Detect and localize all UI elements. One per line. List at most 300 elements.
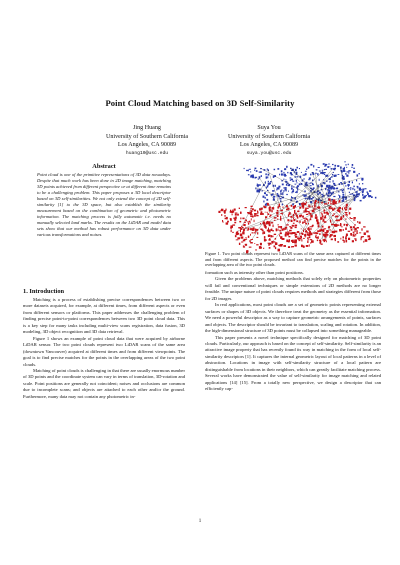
red-point bbox=[279, 204, 280, 205]
red-point bbox=[289, 230, 292, 232]
red-point bbox=[323, 229, 324, 231]
red-point bbox=[307, 237, 308, 239]
blue-point bbox=[338, 174, 340, 175]
red-point bbox=[234, 222, 236, 224]
blue-point bbox=[354, 189, 355, 191]
blue-point bbox=[333, 196, 335, 197]
red-point bbox=[307, 208, 309, 209]
red-point bbox=[271, 241, 274, 243]
blue-point bbox=[310, 164, 312, 166]
red-point bbox=[332, 203, 334, 205]
blue-point bbox=[268, 181, 269, 182]
red-point bbox=[351, 234, 352, 236]
red-point bbox=[286, 209, 288, 211]
red-point bbox=[302, 222, 303, 224]
red-point bbox=[302, 205, 305, 208]
blue-point bbox=[329, 166, 330, 167]
red-point bbox=[218, 211, 220, 213]
red-point bbox=[319, 233, 321, 235]
blue-point bbox=[342, 200, 343, 202]
red-point bbox=[345, 238, 347, 240]
red-point bbox=[357, 221, 358, 223]
red-point bbox=[299, 238, 301, 240]
red-point bbox=[224, 215, 225, 217]
red-point bbox=[224, 210, 226, 211]
blue-point bbox=[342, 192, 344, 193]
blue-point bbox=[346, 175, 348, 177]
red-point bbox=[301, 239, 302, 241]
red-point bbox=[230, 218, 232, 220]
red-point bbox=[324, 203, 327, 204]
red-point bbox=[328, 227, 330, 229]
red-point bbox=[317, 230, 319, 232]
red-point bbox=[315, 236, 316, 238]
red-point bbox=[249, 240, 250, 242]
red-point bbox=[239, 221, 241, 223]
blue-point bbox=[287, 183, 289, 184]
red-point bbox=[302, 233, 304, 235]
blue-point bbox=[317, 173, 318, 175]
red-point bbox=[359, 222, 361, 224]
blue-point bbox=[322, 170, 323, 172]
blue-point bbox=[350, 189, 351, 190]
red-point bbox=[330, 229, 331, 231]
red-point bbox=[241, 242, 243, 243]
red-point bbox=[269, 224, 271, 227]
red-point bbox=[331, 239, 333, 240]
red-point bbox=[328, 198, 330, 201]
red-point bbox=[346, 224, 348, 226]
red-point bbox=[264, 236, 266, 239]
blue-point bbox=[326, 185, 328, 187]
blue-point bbox=[346, 171, 348, 172]
red-point bbox=[241, 226, 243, 227]
red-point bbox=[278, 226, 281, 228]
blue-point bbox=[268, 174, 269, 176]
red-point bbox=[227, 221, 229, 223]
blue-point bbox=[348, 186, 349, 187]
red-point bbox=[309, 231, 311, 234]
red-point bbox=[308, 227, 310, 229]
red-point bbox=[330, 220, 331, 222]
red-point bbox=[342, 240, 344, 242]
red-point bbox=[257, 232, 258, 234]
red-point bbox=[334, 213, 335, 215]
red-point bbox=[303, 246, 305, 248]
blue-point bbox=[333, 172, 334, 173]
red-point bbox=[275, 243, 276, 244]
blue-point bbox=[284, 187, 285, 188]
red-point bbox=[308, 205, 309, 208]
red-point bbox=[355, 230, 356, 232]
red-point bbox=[235, 235, 237, 237]
red-point bbox=[287, 232, 290, 233]
red-point bbox=[242, 218, 244, 220]
red-point bbox=[289, 212, 291, 215]
red-point bbox=[283, 207, 284, 209]
blue-point bbox=[347, 184, 349, 186]
blue-point bbox=[313, 165, 314, 167]
red-point bbox=[293, 225, 294, 226]
red-point bbox=[340, 218, 342, 221]
blue-point bbox=[282, 192, 283, 193]
red-point bbox=[260, 229, 262, 231]
red-point bbox=[325, 234, 327, 236]
blue-point bbox=[244, 168, 245, 169]
blue-point bbox=[246, 170, 248, 171]
red-point bbox=[326, 212, 328, 214]
red-point bbox=[276, 229, 278, 232]
blue-point bbox=[308, 179, 310, 180]
red-point bbox=[361, 238, 362, 240]
red-point bbox=[291, 220, 293, 222]
blue-point bbox=[369, 190, 371, 192]
red-point bbox=[309, 244, 310, 246]
red-point bbox=[304, 234, 305, 236]
red-point bbox=[318, 206, 320, 208]
author-email[interactable]: huang10@usc.edu bbox=[125, 150, 169, 156]
red-point bbox=[285, 228, 287, 230]
red-point bbox=[277, 224, 279, 225]
blue-point bbox=[263, 201, 264, 203]
red-point bbox=[301, 204, 303, 205]
red-point bbox=[269, 247, 271, 249]
red-point bbox=[310, 218, 311, 220]
red-point bbox=[354, 235, 355, 237]
blue-point bbox=[283, 179, 284, 180]
red-point bbox=[363, 241, 364, 243]
blue-point bbox=[349, 170, 351, 171]
red-point bbox=[368, 235, 371, 237]
blue-point bbox=[323, 163, 325, 165]
blue-point bbox=[343, 168, 345, 170]
blue-point bbox=[276, 189, 277, 190]
red-point bbox=[269, 209, 271, 212]
red-point bbox=[250, 239, 253, 240]
blue-point bbox=[288, 191, 289, 192]
red-point bbox=[250, 222, 251, 223]
red-point bbox=[286, 224, 289, 225]
red-point bbox=[250, 242, 253, 244]
author-name: Suya You bbox=[257, 125, 281, 131]
blue-point bbox=[356, 180, 357, 182]
blue-point bbox=[296, 180, 297, 182]
red-point bbox=[274, 245, 276, 247]
red-point bbox=[303, 230, 304, 232]
blue-point bbox=[363, 196, 365, 197]
blue-point bbox=[295, 169, 297, 171]
red-point bbox=[274, 217, 276, 218]
blue-point bbox=[344, 181, 345, 182]
blue-point bbox=[305, 195, 307, 197]
blue-point bbox=[353, 171, 355, 173]
red-point bbox=[333, 235, 336, 237]
blue-point bbox=[371, 196, 373, 198]
red-point bbox=[345, 209, 347, 211]
red-point bbox=[249, 212, 252, 214]
red-point bbox=[300, 215, 302, 217]
red-point bbox=[278, 229, 279, 231]
red-point bbox=[267, 230, 270, 232]
red-point bbox=[269, 204, 270, 205]
red-point bbox=[281, 244, 283, 245]
blue-point bbox=[313, 187, 314, 189]
blue-point bbox=[304, 191, 306, 193]
blue-point bbox=[256, 170, 258, 172]
blue-point bbox=[346, 167, 347, 168]
red-point bbox=[302, 216, 304, 218]
blue-point bbox=[255, 168, 257, 170]
red-point bbox=[317, 219, 318, 220]
red-point bbox=[250, 208, 251, 209]
red-point bbox=[355, 239, 357, 241]
red-point bbox=[317, 240, 318, 242]
red-point bbox=[350, 226, 352, 228]
red-point bbox=[341, 226, 342, 227]
red-point bbox=[312, 206, 313, 207]
red-point bbox=[339, 200, 341, 203]
blue-point bbox=[291, 186, 292, 188]
red-point bbox=[293, 217, 294, 219]
blue-point bbox=[286, 184, 288, 186]
blue-point bbox=[281, 170, 283, 172]
red-point bbox=[324, 217, 327, 218]
blue-point bbox=[277, 168, 279, 170]
blue-point bbox=[375, 197, 377, 199]
blue-point bbox=[351, 167, 352, 168]
blue-point bbox=[362, 194, 363, 196]
blue-point bbox=[299, 168, 300, 169]
red-point bbox=[334, 202, 337, 204]
red-point bbox=[277, 219, 278, 220]
blue-point bbox=[257, 184, 258, 186]
blue-point bbox=[277, 188, 279, 190]
blue-point bbox=[324, 172, 326, 173]
red-point bbox=[236, 232, 238, 235]
red-point bbox=[306, 218, 308, 220]
page-number: 1 bbox=[198, 519, 202, 524]
red-point bbox=[348, 238, 350, 240]
red-point bbox=[319, 240, 321, 241]
blue-point bbox=[295, 192, 296, 193]
red-point bbox=[338, 210, 340, 213]
author-block-2 bbox=[194, 124, 344, 158]
blue-point bbox=[313, 200, 314, 201]
blue-point bbox=[352, 164, 354, 166]
red-point bbox=[332, 209, 334, 211]
red-point bbox=[306, 245, 309, 247]
blue-point bbox=[357, 196, 359, 197]
blue-point bbox=[329, 178, 331, 180]
blue-point bbox=[283, 172, 284, 174]
red-point bbox=[308, 239, 309, 240]
red-point bbox=[292, 240, 294, 241]
blue-point bbox=[291, 196, 292, 198]
red-point bbox=[329, 207, 331, 210]
blue-point bbox=[287, 172, 288, 173]
red-point bbox=[276, 212, 278, 215]
red-point bbox=[354, 224, 355, 226]
blue-point bbox=[280, 198, 282, 200]
red-point bbox=[303, 218, 305, 219]
red-point bbox=[299, 240, 301, 241]
blue-point bbox=[345, 173, 347, 175]
red-point bbox=[314, 205, 316, 208]
blue-point bbox=[286, 166, 288, 168]
red-point bbox=[295, 239, 297, 241]
red-point bbox=[315, 201, 316, 204]
red-point bbox=[301, 228, 302, 229]
blue-point bbox=[281, 173, 283, 175]
red-point bbox=[305, 231, 308, 233]
red-point bbox=[339, 230, 342, 232]
red-point bbox=[241, 228, 243, 230]
red-point bbox=[321, 202, 323, 204]
blue-point bbox=[279, 174, 280, 176]
blue-point bbox=[292, 181, 294, 182]
red-point bbox=[323, 220, 324, 222]
red-point bbox=[280, 218, 281, 221]
red-point bbox=[280, 216, 281, 218]
red-point bbox=[343, 215, 344, 218]
red-point bbox=[323, 239, 324, 241]
red-point bbox=[285, 234, 286, 237]
red-point bbox=[320, 217, 323, 220]
red-point bbox=[261, 212, 263, 214]
blue-point bbox=[356, 191, 358, 193]
blue-point bbox=[282, 184, 284, 186]
blue-point bbox=[303, 179, 305, 180]
red-point bbox=[323, 234, 325, 236]
paragraph: Given the problems above, matching methods that solely rely on photometric properties will fail and conventional techniques or simple extensions of 2D methods are no longer feasible. The unique nature of point clouds requires methods and strategies different from those for 2D images. bbox=[205, 276, 381, 301]
red-point bbox=[277, 215, 279, 217]
red-point bbox=[312, 210, 315, 213]
red-point bbox=[297, 238, 299, 239]
paragraph: In real applications, most point clouds are a set of geometric points representing external surfaces or shapes of 3D objects. We therefore treat the geometry as the essential information. We need a powerful descriptor as a way to capture geometric arrangements of points, surfaces and objects. The descriptor should be invariant to translation, scaling and rotation. In addition, the high-dimensional structure of 3D points must be collapsed into something manageable. bbox=[205, 302, 381, 334]
red-point bbox=[369, 238, 371, 240]
blue-point bbox=[309, 177, 311, 179]
red-point bbox=[304, 211, 305, 213]
red-point bbox=[243, 232, 245, 235]
red-point bbox=[287, 219, 289, 221]
blue-point bbox=[352, 182, 353, 184]
red-point bbox=[289, 226, 291, 227]
blue-point bbox=[343, 171, 345, 172]
red-point bbox=[243, 229, 245, 232]
red-point bbox=[278, 206, 279, 208]
red-point bbox=[288, 236, 290, 237]
red-point bbox=[265, 225, 266, 227]
blue-point bbox=[343, 194, 344, 196]
red-point bbox=[293, 219, 295, 221]
blue-point bbox=[272, 190, 274, 192]
blue-point bbox=[275, 185, 276, 187]
blue-point bbox=[284, 169, 285, 170]
blue-point bbox=[267, 176, 268, 178]
red-point bbox=[265, 216, 267, 218]
blue-point bbox=[333, 183, 335, 185]
blue-point bbox=[324, 174, 325, 175]
blue-point bbox=[297, 185, 298, 186]
red-point bbox=[366, 231, 368, 233]
blue-point bbox=[280, 190, 282, 192]
red-point bbox=[262, 213, 264, 215]
paragraph: This paper presents a novel technique specifically designed for matching of 3D point clouds. Particularly, our approach is based on the concept of self-similarity. Self-similarity is an attractive image property that has recently found its way in matching in the form of local self-similarity descriptors [1]. It captures the internal geometric layout of local patterns in a level of abstraction. Locations in image with self-similarity structure of a local pattern are distinguishable from locations in their neighbors, which can greatly facilitate matching process. Several works have demonstrated the value of self-similarity for image matching and related applications [14] [15]. From a totally new perspective, we design a descriptor that can efficiently cap- bbox=[205, 334, 381, 392]
red-point bbox=[313, 207, 314, 208]
red-point bbox=[257, 211, 258, 213]
red-point bbox=[315, 216, 318, 219]
red-point bbox=[260, 243, 262, 244]
author-location: Los Angeles, CA 90089 bbox=[117, 142, 177, 149]
red-point bbox=[295, 235, 296, 236]
red-point bbox=[303, 238, 305, 239]
red-point bbox=[295, 225, 297, 226]
blue-point bbox=[270, 181, 271, 183]
red-point bbox=[353, 234, 355, 237]
blue-point bbox=[353, 168, 355, 169]
red-point bbox=[288, 240, 290, 242]
red-point bbox=[244, 239, 246, 240]
red-point bbox=[309, 236, 311, 238]
red-point bbox=[344, 224, 346, 226]
red-point bbox=[314, 209, 315, 210]
blue-point bbox=[348, 164, 349, 165]
red-point bbox=[361, 228, 362, 230]
blue-point bbox=[283, 190, 284, 192]
red-point bbox=[275, 247, 276, 249]
blue-point bbox=[278, 196, 280, 197]
blue-point bbox=[291, 188, 293, 190]
red-point bbox=[238, 227, 240, 228]
red-point bbox=[248, 236, 250, 238]
blue-point bbox=[305, 198, 307, 199]
blue-point bbox=[367, 193, 369, 195]
blue-point bbox=[267, 185, 268, 187]
red-point bbox=[286, 205, 288, 207]
blue-point bbox=[349, 192, 350, 193]
author-email[interactable]: suya.you@usc.edu bbox=[246, 150, 292, 156]
abstract-text: Point cloud is one of the primitive representations of 3D data nowadays. Despite that much work has been done in 2D image matching, matching 3D points achieved from different perspective or at different time remains to be a challenging problem. This paper proposes a 3D local descriptor based on 3D self-similarities. We not only extend the concept of 2D self-similarity [1] to the 3D space, but also establish the similarity measurement based on the combination of geometric and photometric information. The matching process is fully automatic i.e. needs no manually selected land marks. The results on the LiDAR and model data sets show that our method has robust performance on 3D data under various transformations and noises. bbox=[37, 172, 171, 238]
red-point bbox=[297, 216, 299, 218]
red-point bbox=[237, 214, 239, 216]
blue-point bbox=[342, 177, 344, 179]
blue-point bbox=[344, 161, 346, 162]
red-point bbox=[340, 223, 341, 226]
red-point bbox=[365, 239, 368, 242]
red-point bbox=[254, 210, 256, 212]
blue-point bbox=[362, 183, 363, 184]
red-point bbox=[322, 215, 324, 217]
blue-point bbox=[248, 170, 249, 172]
blue-point bbox=[297, 167, 299, 169]
author-affiliation: University of Southern California bbox=[227, 133, 311, 140]
red-point bbox=[231, 230, 232, 233]
red-point bbox=[261, 208, 263, 210]
red-point bbox=[304, 203, 306, 205]
blue-point bbox=[334, 175, 336, 177]
red-point bbox=[343, 229, 344, 231]
red-point bbox=[356, 233, 358, 234]
red-point bbox=[253, 227, 255, 229]
blue-point bbox=[290, 180, 291, 181]
blue-point bbox=[319, 171, 321, 172]
red-point bbox=[317, 222, 320, 224]
red-point bbox=[293, 223, 295, 224]
red-point bbox=[283, 245, 286, 247]
blue-point bbox=[327, 166, 329, 168]
red-point bbox=[254, 243, 255, 244]
blue-point bbox=[265, 173, 266, 175]
